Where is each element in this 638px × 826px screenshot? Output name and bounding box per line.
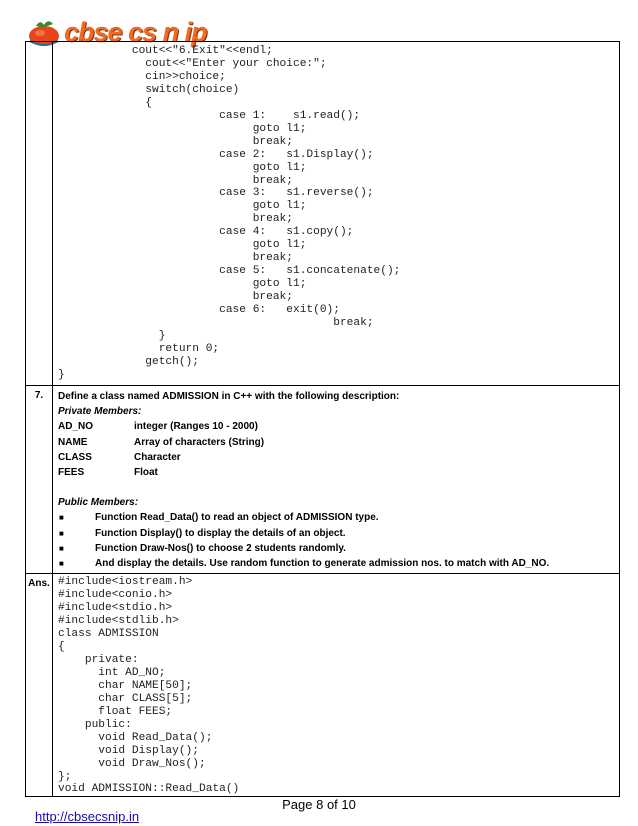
- private-member-row: [58, 419, 619, 434]
- question-title: Define a class named ADMISSION in C++ with the following description:: [58, 391, 400, 402]
- list-item: [58, 541, 619, 556]
- code-block-continuation: [53, 42, 620, 386]
- question-number: 7.: [26, 386, 53, 574]
- public-member-text: Function Read_Data() to read an object of ADMISSION type.: [95, 512, 379, 524]
- private-members-list: [58, 419, 619, 480]
- code-text: #include<iostream.h> #include<conio.h> #include<stdio.h> #include<stdlib.h> class ADMISSION { private: int AD_NO; char NAME[50]; char CLASS[5]; float FEES; public: void Read_Data(); void Display(); void Draw_Nos(); }; void ADMISSION::Read_Data(): [58, 576, 240, 796]
- public-members-list: [58, 510, 619, 571]
- answer-code-block: [53, 574, 620, 797]
- bullet-icon: ■: [59, 543, 64, 553]
- bullet-icon: ■: [59, 559, 64, 569]
- question-content: [53, 386, 620, 574]
- member-name: NAME: [58, 436, 88, 448]
- bullet-icon: ■: [59, 513, 64, 523]
- private-members-heading: Private Members:: [58, 406, 142, 418]
- page-number: Page 8 of 10: [282, 797, 356, 812]
- private-member-row: [58, 435, 619, 450]
- member-desc: Array of characters (String): [134, 436, 265, 448]
- qa-table: [25, 41, 620, 797]
- member-desc: Float: [134, 467, 158, 479]
- logo-text: cbse cs n ip: [64, 16, 207, 47]
- public-members-heading: Public Members:: [58, 497, 139, 509]
- question-row: [26, 386, 620, 574]
- list-item: [58, 556, 619, 571]
- bullet-icon: ■: [59, 528, 64, 538]
- empty-number-cell: [26, 42, 53, 386]
- private-member-row: [58, 450, 619, 465]
- private-member-row: [58, 465, 619, 480]
- code-continuation-row: [26, 42, 620, 386]
- public-member-text: And display the details. Use random function to generate admission nos. to match with AD_NO.: [95, 558, 550, 570]
- member-name: AD_NO: [58, 421, 94, 433]
- answer-label: Ans.: [26, 574, 53, 797]
- spacer: [58, 480, 619, 495]
- code-text: cout<<"6.Exit"<<endl; cout<<"Enter your choice:"; cin>>choice; switch(choice) { case 1: s1.read(); goto l1; break; case 2: s1.Display(); goto l1; break; case 3: s1.reverse(); goto l1; break; case 4: s1.copy(); goto l1; break; case 5: s1.concatenate(); goto l1; break; case 6: exit(0); break; } return 0; getch(); }: [58, 45, 401, 381]
- public-member-text: Function Draw-Nos() to choose 2 students randomly.: [95, 542, 346, 554]
- member-name: CLASS: [58, 451, 92, 463]
- answer-row: [26, 574, 620, 797]
- public-member-text: Function Display() to display the details of an object.: [95, 527, 346, 539]
- member-desc: integer (Ranges 10 - 2000): [134, 421, 258, 433]
- member-name: FEES: [58, 467, 85, 479]
- list-item: [58, 510, 619, 525]
- member-desc: Character: [134, 451, 181, 463]
- website-link[interactable]: http://cbsecsnip.in: [35, 809, 140, 824]
- list-item: [58, 526, 619, 541]
